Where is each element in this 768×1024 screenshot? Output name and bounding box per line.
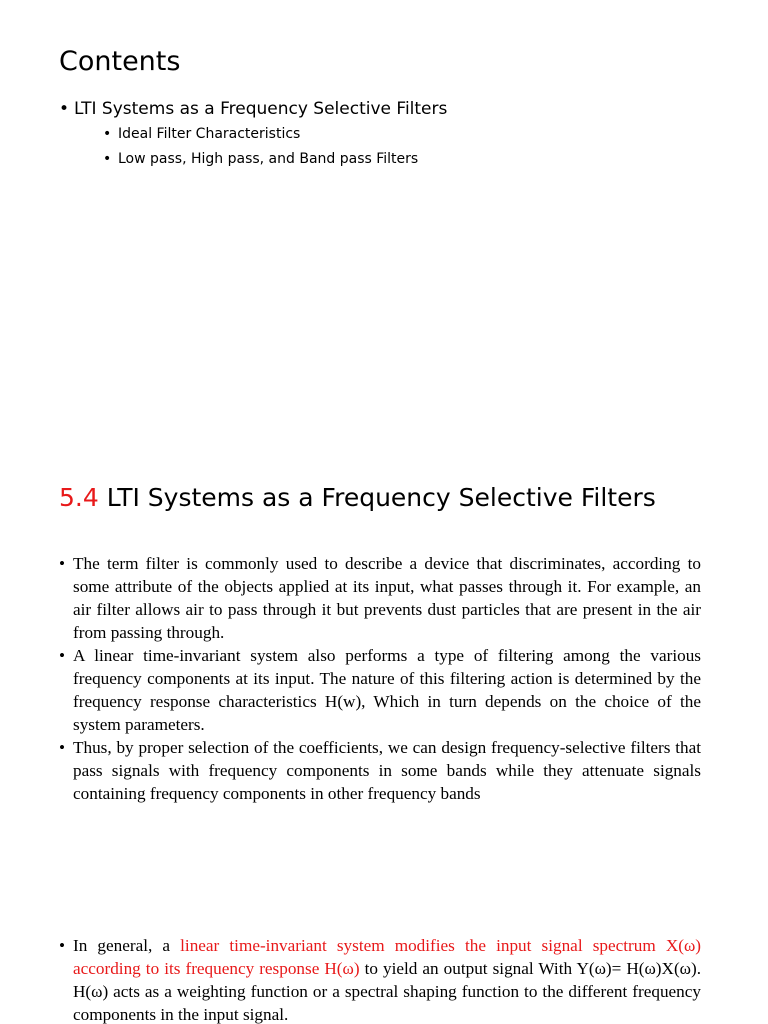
general-bullet-paragraph (59, 934, 701, 1024)
section-title (59, 478, 656, 518)
bullet-list-general (59, 934, 701, 1024)
contents-item-label: LTI Systems as a Frequency Selective Filters (74, 99, 448, 119)
bullet-paragraph: • A linear time-invariant system also performs a type of filtering among the various frequency components at its input. The nature of this filtering action is determined by the frequency response characteristics H(w), Which in turn depends on the choice of the system parameters. (59, 644, 701, 736)
contents-subitem: • Low pass, High pass, and Band pass Filters (103, 147, 447, 172)
section-title-text: LTI Systems as a Frequency Selective Filters (98, 483, 656, 512)
general-text-pre: In general, a (73, 936, 181, 955)
contents-subitem: • Ideal Filter Characteristics (103, 122, 447, 147)
contents-list (59, 96, 447, 172)
contents-slide (0, 0, 768, 440)
contents-sublist (74, 122, 447, 172)
section-number: 5.4 (59, 483, 99, 512)
contents-item (59, 96, 447, 172)
contents-title: Contents (59, 46, 181, 77)
bullet-paragraph: • The term filter is commonly used to describe a device that discriminates, according to some attribute of the objects applied at its input, what passes through it. For example, an air filter allows air to pass through it but prevents dust particles that are present in the air from passing through. (59, 552, 701, 644)
general-text-post: to yield an output signal With Y(ω)= H(ω)X(ω). H(ω) acts as a weighting function or a spectral shaping function to the different frequency components in the input signal. (73, 959, 701, 1024)
section-slide (0, 440, 768, 1024)
bullet-list (59, 552, 701, 805)
bullet-paragraph: • Thus, by proper selection of the coefficients, we can design frequency-selective filters that pass signals with frequency components in some bands while they attenuate signals containing frequency components in other frequency bands (59, 736, 701, 805)
general-text-highlight: linear time-invariant system modifies the input signal spectrum X(ω) according to its frequency response H(ω) (73, 936, 701, 978)
